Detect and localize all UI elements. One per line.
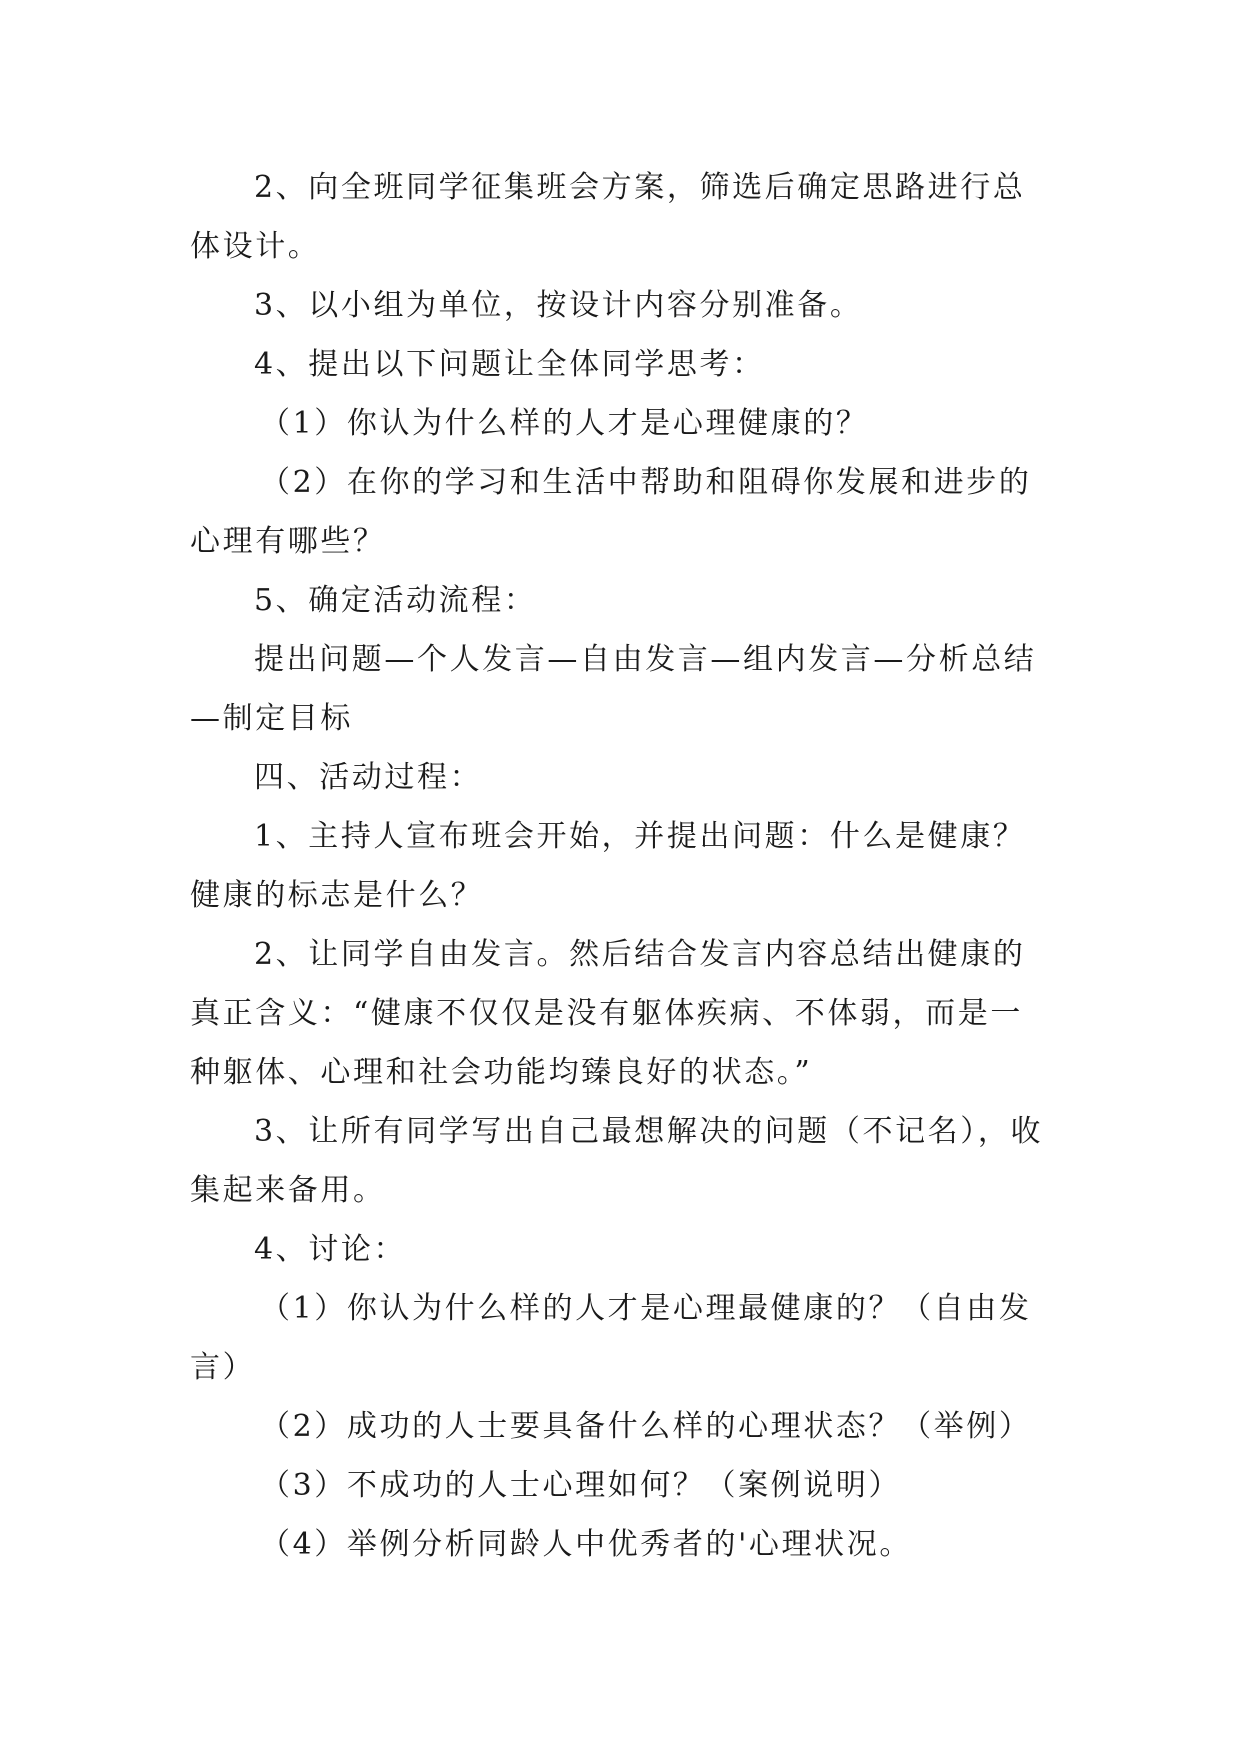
paragraph-process-3: 3、让所有同学写出自己最想解决的问题（不记名），收集起来备用。 [190, 1114, 1044, 1208]
paragraph-step-4-questions: 4、提出以下问题让全体同学思考： [254, 347, 765, 382]
paragraph-step-2-collect-plans: 2、向全班同学征集班会方案，筛选后确定思路进行总体设计。 [190, 170, 1026, 264]
paragraph-question-1: （1）你认为什么样的人才是心理健康的？ [260, 406, 869, 441]
paragraph-discussion-2: （2）成功的人士要具备什么样的心理状态？（举例） [260, 1409, 1032, 1444]
paragraph-discussion-3: （3）不成功的人士心理如何？（案例说明） [260, 1468, 902, 1503]
paragraph-process-2: 2、让同学自由发言。然后结合发言内容总结出健康的真正含义：“健康不仅仅是没有躯体疾病、不体弱，而是一种躯体、心理和社会功能均臻良好的状态。” [190, 937, 1026, 1090]
section-heading-activity-process: 四、活动过程： [254, 760, 483, 795]
paragraph-step-5-flow: 5、确定活动流程： [254, 583, 537, 618]
paragraph-question-2: （2）在你的学习和生活中帮助和阻碍你发展和进步的心理有哪些？ [190, 465, 1032, 559]
paragraph-flow-sequence: 提出问题—个人发言—自由发言—组内发言—分析总结—制定目标 [190, 642, 1037, 736]
paragraph-discussion-4: （4）举例分析同龄人中优秀者的'心理状况。 [260, 1527, 912, 1562]
paragraph-step-3-group-prep: 3、以小组为单位，按设计内容分别准备。 [254, 288, 863, 323]
paragraph-process-4-discussion: 4、讨论： [254, 1232, 407, 1267]
paragraph-process-1: 1、主持人宣布班会开始，并提出问题：什么是健康？健康的标志是什么？ [190, 819, 1026, 913]
document-page [190, 158, 1052, 1574]
paragraph-discussion-1: （1）你认为什么样的人才是心理最健康的？（自由发言） [190, 1291, 1032, 1385]
